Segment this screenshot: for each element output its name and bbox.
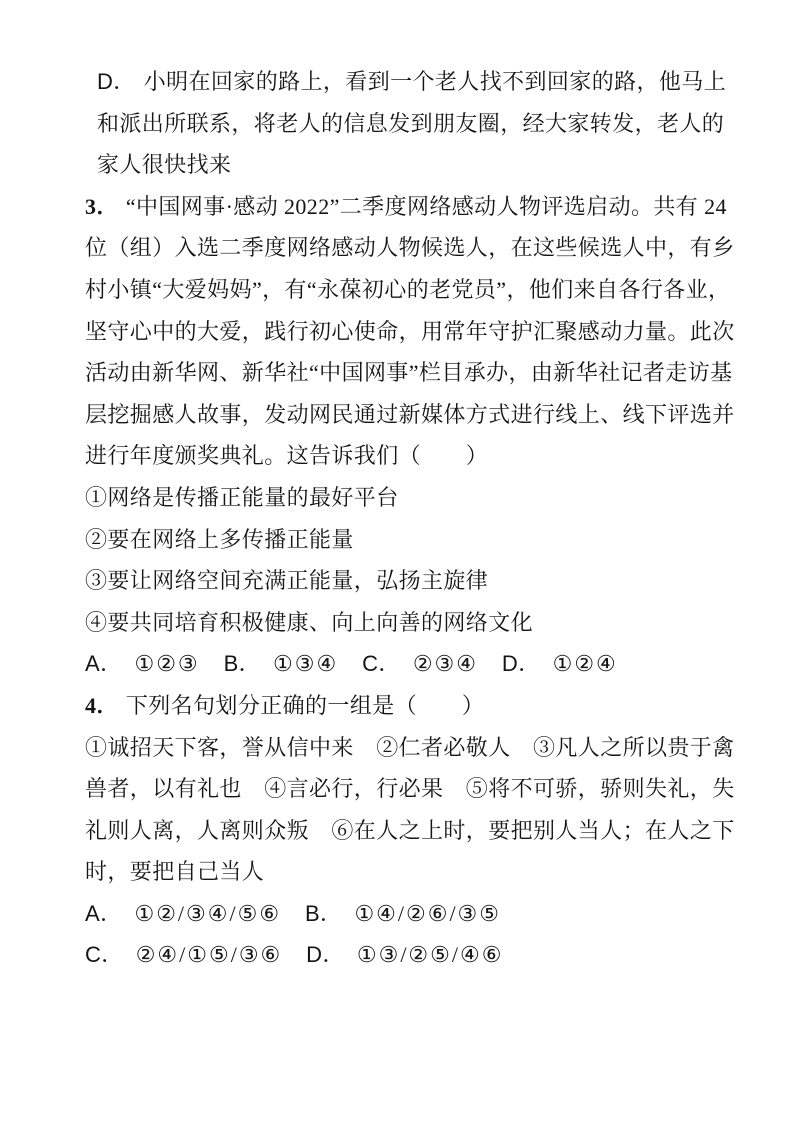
q4-answer-a	[85, 901, 281, 926]
q4-number: 4．	[85, 692, 119, 718]
q3-stem-line-5: 活动由新华网、新华社“中国网事”栏目承办，由新华社记者走访基	[85, 360, 733, 386]
q3-answer-b	[224, 651, 339, 676]
q4-answers-row-2	[85, 934, 733, 976]
option-d-line-3: 家人很快找来	[97, 152, 232, 178]
q3-answer-a-value: ①②③	[134, 651, 200, 677]
q4-answer-c-value: ②④/①⑤/③⑥	[135, 942, 283, 968]
q3-answers-row	[85, 643, 733, 685]
q4-answer-c	[85, 942, 282, 967]
q3-answer-b-value: ①③④	[273, 651, 339, 677]
question-4	[85, 685, 733, 976]
q3-item-3: ③要让网络空间充满正能量，弘扬主旋律	[85, 568, 489, 594]
q4-answer-a-label: A．	[85, 900, 123, 926]
q3-stem-line-7: 进行年度颁奖典礼。这告诉我们（ ）	[85, 443, 489, 469]
option-d-line-1	[85, 61, 733, 103]
q4-answer-b	[305, 901, 501, 926]
q3-answer-c-label: C．	[362, 651, 401, 677]
q3-stem-line-2: 位（组）入选二季度网络感动人物候选人，在这些候选人中，有乡	[85, 235, 735, 261]
q3-number: 3．	[85, 193, 119, 219]
q3-item-2: ②要在网络上多传播正能量	[85, 526, 354, 552]
q4-items-line-1: ①诚招天下客，誉从信中来 ②仁者必敬人 ③凡人之所以贵于禽	[85, 734, 735, 760]
q4-answer-d-label: D．	[306, 942, 345, 968]
q3-stem-line-1	[85, 186, 733, 228]
q4-answer-a-value: ①②/③④/⑤⑥	[134, 900, 282, 926]
q3-answer-c-value: ②③④	[412, 651, 478, 677]
q3-answer-d	[502, 651, 618, 676]
q3-stem-text: “中国网事·感动 2022”二季度网络感动人物评选启动。共有 24	[125, 193, 727, 219]
q3-stem-line-6: 层挖掘感人故事，发动网民通过新媒体方式进行线上、线下评选并	[85, 401, 735, 427]
q4-items-line-2: 兽者，以有礼也 ④言必行，行必果 ⑤将不可骄，骄则失礼，失	[85, 776, 735, 802]
option-d-block	[85, 61, 733, 186]
option-d-label: D．	[97, 69, 136, 94]
option-d-line-2: 和派出所联系，将老人的信息发到朋友圈，经大家转发，老人的	[97, 110, 725, 136]
q4-items-line-4: 时，要把自己当人	[85, 859, 265, 885]
q3-answer-d-value: ①②④	[552, 651, 618, 677]
question-3	[85, 186, 733, 685]
q3-stem-line-3: 村小镇“大爱妈妈”，有“永葆初心的老党员”，他们来自各行各业，	[85, 276, 731, 302]
q4-answer-b-value: ①④/②⑥/③⑤	[354, 900, 501, 926]
q4-stem-text: 下列名句划分正确的一组是（ ）	[125, 692, 485, 718]
q3-answer-b-label: B．	[223, 651, 262, 677]
q3-answer-a	[85, 651, 200, 676]
q4-answer-c-label: C．	[85, 942, 124, 968]
q3-answer-d-label: D．	[501, 651, 541, 677]
q4-answer-d	[306, 942, 503, 967]
q3-answer-a-label: A．	[85, 651, 123, 677]
q4-answer-d-value: ①③/②⑤/④⑥	[356, 942, 504, 968]
q4-answer-b-label: B．	[304, 900, 343, 926]
q4-items-line-3: 礼则人离，人离则众叛 ⑥在人之上时，要把别人当人；在人之下	[85, 817, 735, 843]
q3-stem-line-4: 坚守心中的大爱，践行初心使命，用常年守护汇聚感动力量。此次	[85, 318, 735, 344]
option-d-text: 小明在回家的路上，看到一个老人找不到回家的路，他马上	[143, 69, 727, 94]
q4-stem-line	[85, 685, 733, 727]
q3-answer-c	[362, 651, 478, 676]
q3-item-4: ④要共同培育积极健康、向上向善的网络文化	[85, 609, 534, 635]
q4-answers-row-1	[85, 893, 733, 935]
q3-item-1: ①网络是传播正能量的最好平台	[85, 484, 399, 510]
